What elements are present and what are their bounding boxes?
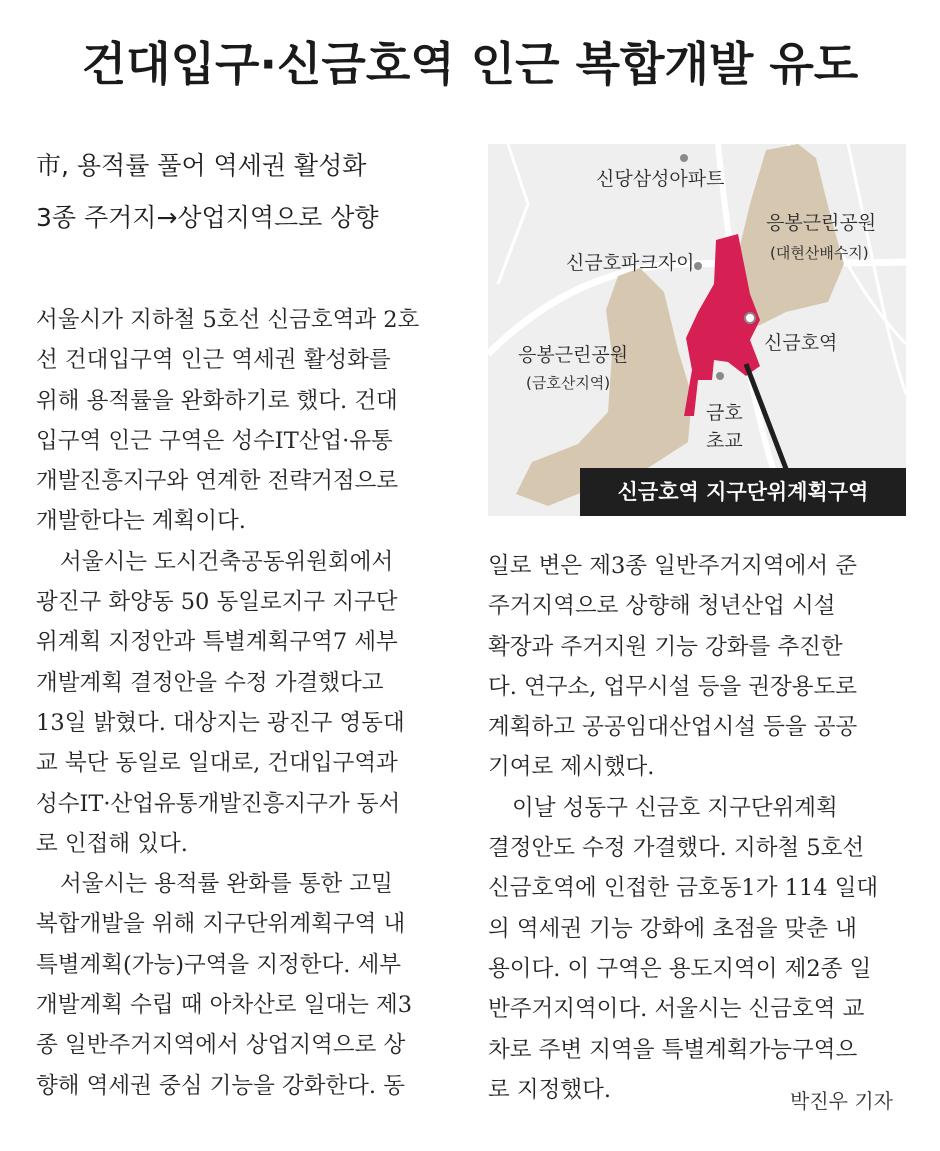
subheadline <box>36 140 476 244</box>
text-line: 13일 밝혔다. 대상지는 광진구 영동대 <box>36 709 405 736</box>
text-line: 특별계획(가능)구역을 지정한다. 세부 <box>36 951 402 978</box>
text-line: 일로 변은 제3종 일반주거지역에서 준 <box>488 553 857 579</box>
text-line: 주거지역으로 상향해 청년산업 시설 <box>488 593 836 620</box>
text-line: 신금호역에 인접한 금호동1가 114 일대 <box>488 875 879 902</box>
station-marker <box>745 313 755 323</box>
text-line: 차로 주변 지역을 특별계획가능구역으 <box>488 1036 858 1063</box>
text-line: 위해 용적률을 완화하기로 했다. 건대 <box>36 387 398 414</box>
text-line: 교 북단 동일로 일대로, 건대입구역과 <box>36 750 398 777</box>
text-line: 용이다. 이 구역은 용도지역이 제2종 일 <box>488 955 872 982</box>
text-line: 서울시는 도시건축공동위원회에서 <box>60 548 394 575</box>
body-column-2 <box>488 546 908 1110</box>
map-label-sindang: 신당삼성아파트 <box>596 168 725 190</box>
map-label-school-2: 초교 <box>706 430 743 452</box>
map-label-parkzai: 신금호파크자이 <box>566 252 695 274</box>
text-line: 의 역세권 기능 강화에 초점을 맞춘 내 <box>488 915 857 942</box>
text-line: 복합개발을 위해 지구단위계획구역 내 <box>36 911 406 938</box>
text-line: 개발계획 수립 때 아차산로 일대는 제3 <box>36 992 413 1019</box>
text-line: 서울시는 용적률 완화를 통한 고밀 <box>60 871 393 898</box>
map-legend: 신금호역 지구단위계획구역 <box>580 468 906 516</box>
map-graphic <box>488 144 906 516</box>
text-line: 개발진흥지구와 연계한 전략거점으로 <box>36 468 399 495</box>
map-label-station: 신금호역 <box>764 332 838 354</box>
text-line: 개발한다는 계획이다. <box>36 508 246 535</box>
text-line: 계획하고 공공임대산업시설 등을 공공 <box>488 714 858 741</box>
text-line: 향해 역세권 중심 기능을 강화한다. 동 <box>36 1072 405 1099</box>
location-map <box>488 144 906 516</box>
text-line: 서울시가 지하철 5호선 신금호역과 2호 <box>36 307 420 333</box>
map-label-school-1: 금호 <box>706 402 743 424</box>
map-label-eungbong-east: 응봉근린공원 <box>766 212 877 234</box>
text-line: 성수IT·산업유통개발진흥지구가 동서 <box>36 790 401 817</box>
text-line: 광진구 화양동 50 동일로지구 지구단 <box>36 589 398 616</box>
text-line: 종 일반주거지역에서 상업지역으로 상 <box>36 1032 406 1059</box>
school-marker <box>716 372 724 380</box>
text-line: 로 지정했다. <box>488 1076 611 1103</box>
parkzai-marker <box>694 262 702 270</box>
headline: 건대입구·신금호역 인근 복합개발 유도 <box>81 37 859 91</box>
subhead-line-2: 3종 주거지→상업지역으로 상향 <box>36 203 379 232</box>
text-line: 결정안도 수정 가결했다. 지하철 5호선 <box>488 835 865 862</box>
text-line: 로 인접해 있다. <box>36 830 188 857</box>
text-line: 개발계획 결정안을 수정 가결했다고 <box>36 669 384 696</box>
map-label-eungbong-east-sub: (대현산배수지) <box>770 244 869 262</box>
text-line: 입구역 인근 구역은 성수IT산업·유통 <box>36 427 393 454</box>
text-line: 선 건대입구역 인근 역세권 활성화를 <box>36 347 391 374</box>
text-line: 확장과 주거지원 기능 강화를 추진한 <box>488 633 843 660</box>
text-line: 다. 연구소, 업무시설 등을 권장용도로 <box>488 673 857 700</box>
text-line: 기여로 제시했다. <box>488 754 655 781</box>
map-label-eungbong-west: 응봉근린공원 <box>518 344 629 366</box>
byline: 박진우 기자 <box>790 1089 893 1113</box>
text-line: 반주거지역이다. 서울시는 신금호역 교 <box>488 996 865 1023</box>
text-line: 이날 성동구 신금호 지구단위계획 <box>512 794 838 821</box>
map-label-eungbong-west-sub: (금호산지역) <box>526 374 611 392</box>
text-line: 위계획 지정안과 특별계획구역7 세부 <box>36 629 398 656</box>
body-column-1 <box>36 300 456 1106</box>
subhead-line-1: 市, 용적률 풀어 역세권 활성화 <box>36 151 367 180</box>
apartment-marker <box>680 154 688 162</box>
